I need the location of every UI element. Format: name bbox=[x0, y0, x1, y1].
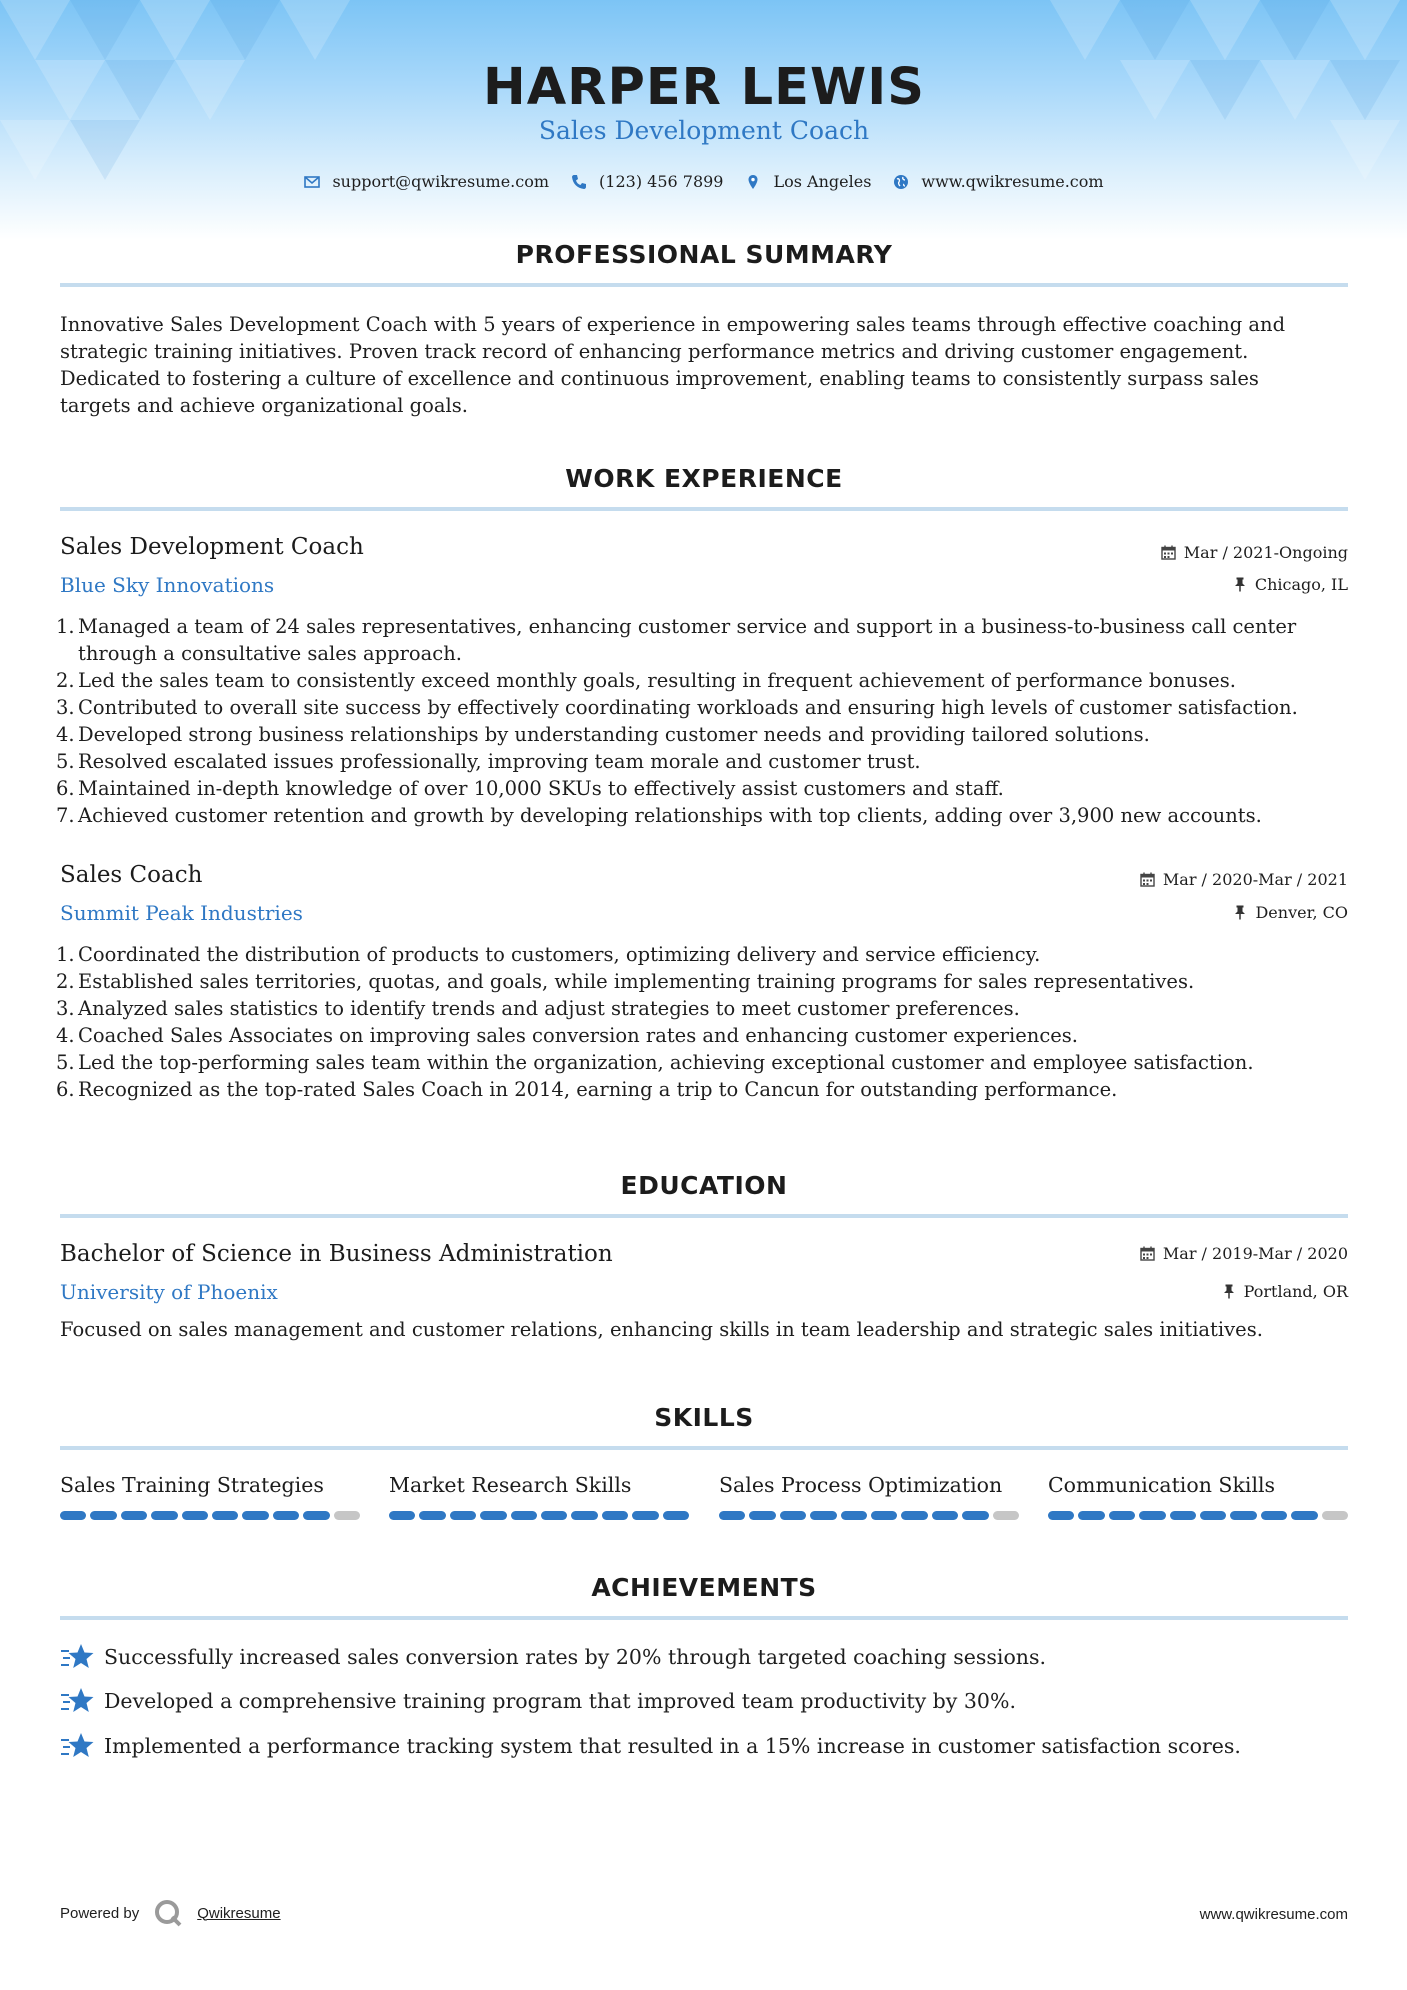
skill-bar bbox=[60, 1511, 360, 1520]
list-item bbox=[56, 1076, 1348, 1103]
contact-location bbox=[745, 172, 871, 191]
experience-heading: WORK EXPERIENCE bbox=[565, 464, 843, 493]
map-pin-icon bbox=[745, 174, 761, 190]
list-number: 3. bbox=[56, 696, 75, 719]
achievements-divider bbox=[60, 1616, 1348, 1620]
skill-level-segment bbox=[182, 1511, 208, 1520]
calendar-icon bbox=[1140, 872, 1155, 887]
list-text: Led the sales team to consistently exceed monthly goals, resulting in frequent achievement of performance bonuses. bbox=[78, 669, 1236, 692]
experience-divider bbox=[60, 507, 1348, 511]
skill-bar bbox=[389, 1511, 689, 1520]
skill-level-segment bbox=[663, 1511, 689, 1520]
contact-bar bbox=[60, 172, 1348, 191]
contact-email-text: support@qwikresume.com bbox=[332, 172, 550, 191]
list-number: 1. bbox=[56, 615, 75, 638]
skill-level-segment bbox=[151, 1511, 177, 1520]
achievement-item bbox=[60, 1686, 1016, 1716]
education-heading: EDUCATION bbox=[620, 1171, 788, 1200]
achievement-text: Successfully increased sales conversion rates by 20% through targeted coaching sessions. bbox=[104, 1645, 1047, 1669]
list-number: 6. bbox=[56, 1078, 75, 1101]
skill-bar bbox=[1048, 1511, 1348, 1520]
summary-text bbox=[60, 311, 1348, 419]
skill-level-segment bbox=[1078, 1511, 1104, 1520]
skill-level-segment bbox=[480, 1511, 506, 1520]
pushpin-icon bbox=[1233, 905, 1247, 920]
list-text: Contributed to overall site success by effectively coordinating workloads and ensuring high levels of customer satisfaction. bbox=[78, 696, 1298, 719]
list-item bbox=[56, 941, 1348, 968]
job-dates-text: Mar / 2020-Mar / 2021 bbox=[1162, 870, 1348, 889]
list-text: Coached Sales Associates on improving sales conversion rates and enhancing customer experiences. bbox=[78, 1024, 1079, 1047]
skill-level-segment bbox=[90, 1511, 116, 1520]
skill-level-segment bbox=[719, 1511, 745, 1520]
job-responsibilities bbox=[56, 613, 1348, 829]
pushpin-icon bbox=[1233, 577, 1247, 592]
achievement-item bbox=[60, 1642, 1046, 1672]
skill-level-segment bbox=[450, 1511, 476, 1520]
calendar-icon bbox=[1161, 545, 1176, 560]
skill-level-segment bbox=[932, 1511, 958, 1520]
education-location bbox=[1222, 1282, 1348, 1301]
achievement-text: Developed a comprehensive training program that improved team productivity by 30%. bbox=[104, 1689, 1016, 1713]
footer-brand-link[interactable]: Qwikresume bbox=[197, 1904, 281, 1922]
contact-website-text: www.qwikresume.com bbox=[921, 172, 1104, 191]
skill-name: Sales Training Strategies bbox=[60, 1473, 324, 1497]
skill-level-segment bbox=[273, 1511, 299, 1520]
skill-level-segment bbox=[602, 1511, 628, 1520]
skills-divider bbox=[60, 1446, 1348, 1450]
list-item bbox=[56, 995, 1348, 1022]
contact-website[interactable] bbox=[893, 172, 1103, 191]
list-item bbox=[56, 721, 1348, 748]
skill-name: Sales Process Optimization bbox=[719, 1473, 1003, 1497]
skill-level-segment bbox=[810, 1511, 836, 1520]
skill-level-segment bbox=[571, 1511, 597, 1520]
contact-email[interactable] bbox=[304, 172, 549, 191]
skill-level-segment bbox=[1291, 1511, 1317, 1520]
skill-level-segment bbox=[1139, 1511, 1165, 1520]
list-text: through a consultative sales approach. bbox=[78, 642, 462, 665]
skill-level-segment bbox=[1200, 1511, 1226, 1520]
envelope-icon bbox=[304, 174, 320, 190]
list-number: 1. bbox=[56, 943, 75, 966]
list-text: Managed a team of 24 sales representatives, enhancing customer service and support in a business-to-business call center bbox=[78, 615, 1297, 638]
list-text: Led the top-performing sales team within the organization, achieving exceptional customer and employee satisfaction. bbox=[78, 1051, 1254, 1074]
skill-level-segment bbox=[121, 1511, 147, 1520]
company-name: Blue Sky Innovations bbox=[60, 573, 275, 597]
qwikresume-logo-icon bbox=[153, 1898, 183, 1928]
degree-title: Bachelor of Science in Business Administration bbox=[60, 1241, 613, 1267]
list-item bbox=[56, 1022, 1348, 1049]
list-number: 4. bbox=[56, 723, 75, 746]
list-item bbox=[56, 694, 1348, 721]
pushpin-icon bbox=[1222, 1284, 1236, 1299]
job-location-text: Chicago, IL bbox=[1254, 575, 1348, 594]
star-icon bbox=[60, 1731, 94, 1761]
skill-level-segment bbox=[334, 1511, 360, 1520]
footer-powered-by bbox=[60, 1898, 281, 1928]
education-description: Focused on sales management and customer relations, enhancing skills in team leadership and strategic sales initiatives. bbox=[60, 1318, 1263, 1341]
skill-level-segment bbox=[1230, 1511, 1256, 1520]
skill-level-segment bbox=[841, 1511, 867, 1520]
list-text: Coordinated the distribution of products to customers, optimizing delivery and service efficiency. bbox=[78, 943, 1041, 966]
footer-website-link[interactable]: www.qwikresume.com bbox=[1199, 1906, 1348, 1923]
skill-level-segment bbox=[541, 1511, 567, 1520]
list-item bbox=[56, 1049, 1348, 1076]
list-text: Maintained in-depth knowledge of over 10,000 SKUs to effectively assist customers and staff. bbox=[78, 777, 1004, 800]
list-number: 4. bbox=[56, 1024, 75, 1047]
skill-level-segment bbox=[60, 1511, 86, 1520]
list-text: Established sales territories, quotas, and goals, while implementing training programs for sales representatives. bbox=[78, 970, 1195, 993]
list-number: 5. bbox=[56, 1051, 75, 1074]
list-number: 2. bbox=[56, 669, 75, 692]
education-location-text: Portland, OR bbox=[1243, 1282, 1348, 1301]
school-name: University of Phoenix bbox=[60, 1280, 278, 1304]
skills-heading: SKILLS bbox=[654, 1403, 754, 1432]
achievement-text: Implemented a performance tracking system that resulted in a 15% increase in customer satisfaction scores. bbox=[104, 1734, 1241, 1758]
list-item bbox=[56, 748, 1348, 775]
education-dates bbox=[1140, 1244, 1348, 1263]
skill-level-segment bbox=[962, 1511, 988, 1520]
list-number: 6. bbox=[56, 777, 75, 800]
list-item bbox=[56, 802, 1348, 829]
skill-level-segment bbox=[632, 1511, 658, 1520]
contact-location-text: Los Angeles bbox=[773, 172, 872, 191]
candidate-title: Sales Development Coach bbox=[538, 116, 870, 145]
list-item bbox=[56, 667, 1348, 694]
job-dates-text: Mar / 2021-Ongoing bbox=[1183, 543, 1348, 562]
list-number: 7. bbox=[56, 804, 75, 827]
job-location bbox=[1233, 903, 1348, 922]
summary-line: targets and achieve organizational goals. bbox=[60, 394, 468, 417]
skill-level-segment bbox=[303, 1511, 329, 1520]
education-divider bbox=[60, 1214, 1348, 1218]
list-text: Achieved customer retention and growth by developing relationships with top clients, adding over 3,900 new accounts. bbox=[78, 804, 1262, 827]
skill-level-segment bbox=[389, 1511, 415, 1520]
skill-bar bbox=[719, 1511, 1019, 1520]
list-item bbox=[56, 613, 1348, 667]
summary-heading: PROFESSIONAL SUMMARY bbox=[515, 240, 893, 269]
star-icon bbox=[60, 1686, 94, 1716]
skill-level-segment bbox=[1322, 1511, 1348, 1520]
candidate-name: HARPER LEWIS bbox=[483, 58, 925, 117]
skill-level-segment bbox=[871, 1511, 897, 1520]
skill-name: Market Research Skills bbox=[389, 1473, 632, 1497]
summary-line: strategic training initiatives. Proven track record of enhancing performance metrics and driving customer engagement. bbox=[60, 340, 1249, 363]
list-text: Analyzed sales statistics to identify trends and adjust strategies to meet customer preferences. bbox=[78, 997, 1020, 1020]
calendar-icon bbox=[1140, 1246, 1155, 1261]
job-title: Sales Coach bbox=[60, 862, 203, 888]
skill-level-segment bbox=[242, 1511, 268, 1520]
skill-level-segment bbox=[780, 1511, 806, 1520]
skill-level-segment bbox=[419, 1511, 445, 1520]
list-number: 3. bbox=[56, 997, 75, 1020]
skill-level-segment bbox=[511, 1511, 537, 1520]
list-number: 5. bbox=[56, 750, 75, 773]
star-icon bbox=[60, 1642, 94, 1672]
achievement-item bbox=[60, 1731, 1241, 1761]
job-location bbox=[1233, 575, 1348, 594]
skill-level-segment bbox=[212, 1511, 238, 1520]
contact-phone-text: (123) 456 7899 bbox=[599, 172, 724, 191]
summary-line: Innovative Sales Development Coach with 5 years of experience in empowering sales teams through effective coaching and bbox=[60, 313, 1286, 336]
skill-name: Communication Skills bbox=[1048, 1473, 1276, 1497]
contact-phone[interactable] bbox=[571, 172, 723, 191]
summary-line: Dedicated to fostering a culture of excellence and continuous improvement, enabling teams to consistently surpass sales bbox=[60, 367, 1259, 390]
powered-by-label: Powered by bbox=[60, 1904, 140, 1922]
skill-level-segment bbox=[901, 1511, 927, 1520]
summary-divider bbox=[60, 283, 1348, 287]
list-number: 2. bbox=[56, 970, 75, 993]
job-dates bbox=[1140, 870, 1348, 889]
globe-icon bbox=[893, 174, 909, 190]
job-location-text: Denver, CO bbox=[1255, 903, 1348, 922]
list-text: Recognized as the top-rated Sales Coach in 2014, earning a trip to Cancun for outstanding performance. bbox=[78, 1078, 1118, 1101]
list-item bbox=[56, 968, 1348, 995]
job-responsibilities bbox=[56, 941, 1348, 1103]
phone-icon bbox=[571, 174, 587, 190]
achievements-heading: ACHIEVEMENTS bbox=[591, 1573, 817, 1602]
skill-level-segment bbox=[749, 1511, 775, 1520]
education-dates-text: Mar / 2019-Mar / 2020 bbox=[1162, 1244, 1348, 1263]
job-title: Sales Development Coach bbox=[60, 534, 364, 560]
company-name: Summit Peak Industries bbox=[60, 901, 303, 925]
list-text: Developed strong business relationships by understanding customer needs and providing tailored solutions. bbox=[78, 723, 1150, 746]
skill-level-segment bbox=[1170, 1511, 1196, 1520]
skill-level-segment bbox=[1048, 1511, 1074, 1520]
job-dates bbox=[1161, 543, 1348, 562]
skill-level-segment bbox=[993, 1511, 1019, 1520]
list-text: Resolved escalated issues professionally, improving team morale and customer trust. bbox=[78, 750, 921, 773]
skill-level-segment bbox=[1109, 1511, 1135, 1520]
skill-level-segment bbox=[1261, 1511, 1287, 1520]
list-item bbox=[56, 775, 1348, 802]
